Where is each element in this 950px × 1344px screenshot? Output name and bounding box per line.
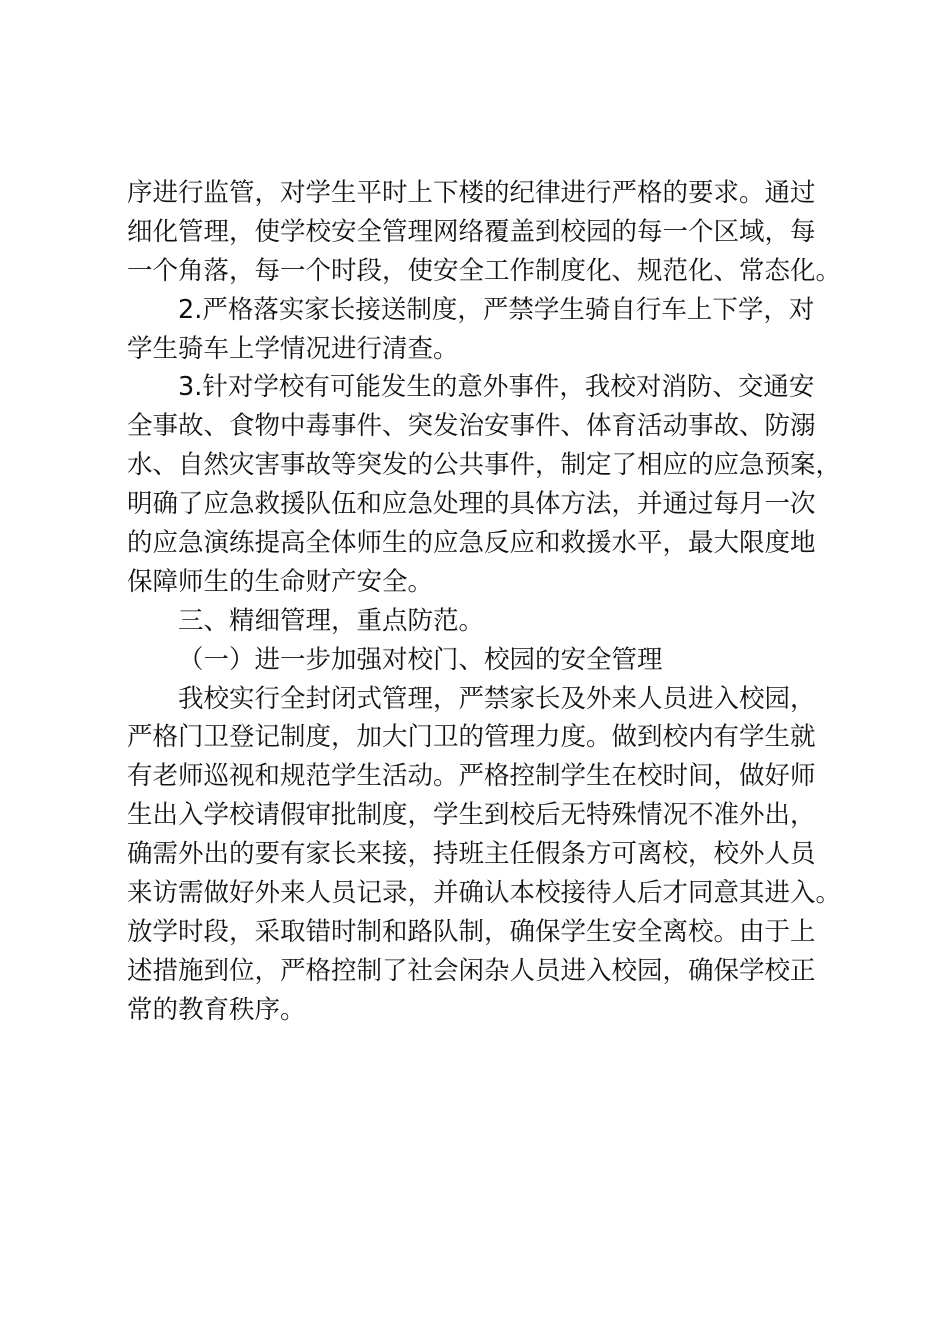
text-line: 序进行监管，对学生平时上下楼的纪律进行严格的要求。通过 xyxy=(127,178,816,208)
paragraph-2-start: 2.严格落实家长接送制度，严禁学生骑自行车上下学，对 xyxy=(178,294,815,325)
paragraph-3-start: 3.针对学校有可能发生的意外事件，我校对消防、交通安 xyxy=(178,372,815,403)
section-heading: 三、精细管理，重点防范。 xyxy=(178,605,485,636)
text-line: 常的教育秩序。 xyxy=(127,994,306,1025)
text-line: 述措施到位，严格控制了社会闲杂人员进入校园，确保学校正 xyxy=(127,955,816,986)
subsection-heading: （一）进一步加强对校门、校园的安全管理 xyxy=(178,644,663,675)
body-text xyxy=(127,174,847,1030)
text-line: 的应急演练提高全体师生的应急反应和救援水平，最大限度地 xyxy=(127,528,816,559)
text-line: 有老师巡视和规范学生活动。严格控制学生在校时间，做好师 xyxy=(127,761,816,792)
text-line: 严格门卫登记制度，加大门卫的管理力度。做到校内有学生就 xyxy=(127,722,816,753)
text-line: 全事故、食物中毒事件、突发治安事件、体育活动事故、防溺 xyxy=(127,411,816,442)
text-line: 学生骑车上学情况进行清查。 xyxy=(127,333,459,364)
text-line: 放学时段，采取错时制和路队制，确保学生安全离校。由于上 xyxy=(127,916,816,947)
text-line: 一个角落，每一个时段，使安全工作制度化、规范化、常态化。 xyxy=(127,255,842,286)
text-line: 细化管理，使学校安全管理网络覆盖到校园的每一个区域，每 xyxy=(127,216,816,247)
text-line: 确需外出的要有家长来接，持班主任假条方可离校，校外人员 xyxy=(127,839,816,870)
text-line: 明确了应急救援队伍和应急处理的具体方法，并通过每月一次 xyxy=(127,489,816,520)
text-line: 保障师生的生命财产安全。 xyxy=(127,566,434,597)
text-line: 来访需做好外来人员记录，并确认本校接待人后才同意其进入。 xyxy=(127,878,842,909)
text-line: 生出入学校请假审批制度，学生到校后无特殊情况不准外出， xyxy=(127,800,816,831)
paragraph-start: 我校实行全封闭式管理，严禁家长及外来人员进入校园， xyxy=(178,683,816,714)
text-line: 水、自然灾害事故等突发的公共事件，制定了相应的应急预案， xyxy=(127,450,842,481)
